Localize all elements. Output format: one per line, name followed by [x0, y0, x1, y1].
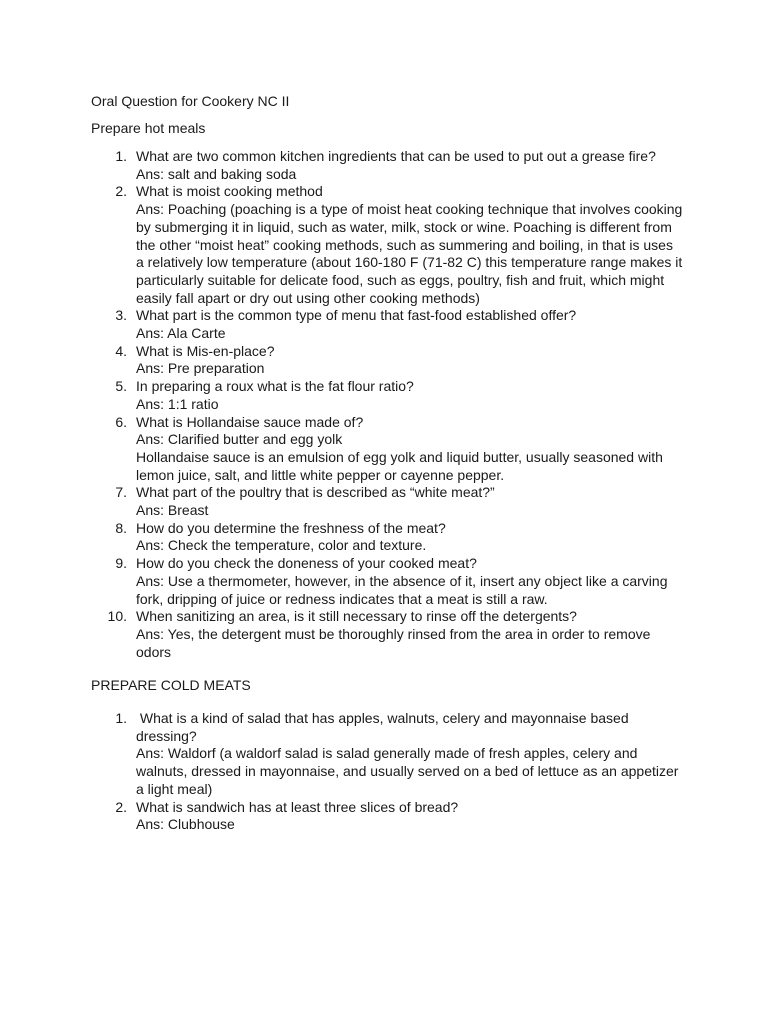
- question-item: [0, 555, 682, 608]
- question-item: [0, 799, 682, 834]
- question-number: 2.: [115, 798, 127, 815]
- question-item: [0, 343, 682, 378]
- question-text: What is Mis-en-place?: [136, 342, 275, 359]
- question-item: [0, 710, 682, 799]
- answer-text-line: Ans: Poaching (poaching is a type of moist heat cooking technique that involves cooking: [136, 201, 683, 218]
- document-title: Oral Question for Cookery NC II: [91, 93, 290, 109]
- question-item: [0, 520, 682, 555]
- question-text: What is sandwich has at least three slices of bread?: [136, 798, 459, 815]
- section-heading-cold-meats: PREPARE COLD MEATS: [91, 677, 251, 693]
- answer-text-line: odors: [136, 643, 172, 660]
- answer-text-line: Ans: Yes, the detergent must be thoroughly rinsed from the area in order to remove: [136, 625, 651, 642]
- question-item: [0, 608, 682, 661]
- answer-text-line: dressing?: [136, 727, 197, 744]
- question-text: What part is the common type of menu that fast-food established offer?: [136, 307, 577, 324]
- cold-meats-question-list: [0, 710, 682, 834]
- answer-text-line: Ans: Breast: [136, 502, 209, 519]
- question-text: What is moist cooking method: [136, 183, 323, 200]
- answer-text-line: Hollandaise sauce is an emulsion of egg yolk and liquid butter, usually seasoned with: [136, 448, 663, 465]
- question-item: [0, 414, 682, 485]
- question-item: [0, 378, 682, 413]
- answer-text-line: Ans: Use a thermometer, however, in the absence of it, insert any object like a carving: [136, 572, 668, 589]
- hot-meals-question-list: [0, 148, 682, 661]
- answer-text-line: Ans: salt and baking soda: [136, 165, 297, 182]
- question-text: What is a kind of salad that has apples, walnuts, celery and mayonnaise based: [136, 710, 629, 726]
- answer-text-line: Ans: Clubhouse: [136, 816, 235, 833]
- question-item: [0, 148, 682, 183]
- answer-text-line: fork, dripping of juice or redness indicates that a meat is still a raw.: [136, 590, 548, 607]
- question-text: How do you determine the freshness of the meat?: [136, 519, 446, 536]
- question-item: [0, 484, 682, 519]
- answer-text-line: Ans: Clarified butter and egg yolk: [136, 431, 343, 448]
- answer-text-line: easily fall apart or dry out using other cooking methods): [136, 289, 480, 306]
- section-heading-hot-meals: Prepare hot meals: [91, 120, 206, 136]
- question-number: 8.: [115, 519, 127, 536]
- question-number: 5.: [115, 378, 127, 395]
- question-text: What is Hollandaise sauce made of?: [136, 413, 364, 430]
- question-number: 6.: [115, 413, 127, 430]
- question-text: What are two common kitchen ingredients that can be used to put out a grease fire?: [136, 148, 656, 164]
- answer-text-line: Ans: Pre preparation: [136, 360, 265, 377]
- question-number: 4.: [115, 342, 127, 359]
- question-number: 7.: [115, 484, 127, 501]
- answer-text-line: a relatively low temperature (about 160-180 F (71-82 C) this temperature range makes it: [136, 254, 683, 271]
- answer-text-line: by submerging it in liquid, such as water, milk, stock or wine. Poaching is different from: [136, 218, 672, 235]
- answer-text-line: Ans: Waldorf (a waldorf salad is salad generally made of fresh apples, celery and: [136, 745, 638, 762]
- question-number: 10.: [107, 608, 127, 625]
- question-text: What part of the poultry that is described as “white meat?”: [136, 484, 495, 501]
- question-text: How do you check the doneness of your cooked meat?: [136, 555, 477, 572]
- question-number: 2.: [115, 183, 127, 200]
- question-number: 3.: [115, 307, 127, 324]
- question-item: [0, 307, 682, 342]
- question-number: 9.: [115, 555, 127, 572]
- question-number: 1.: [115, 148, 127, 164]
- answer-text-line: particularly suitable for delicate food, such as eggs, poultry, fish and fruit, which might: [136, 271, 665, 288]
- question-item: [0, 183, 682, 307]
- answer-text-line: a light meal): [136, 780, 213, 797]
- answer-text-line: lemon juice, salt, and little white pepper or cayenne pepper.: [136, 466, 505, 483]
- question-number: 1.: [115, 710, 127, 726]
- answer-text-line: the other “moist heat” cooking methods, such as summering and boiling, in that is uses: [136, 236, 673, 253]
- question-text: When sanitizing an area, is it still necessary to rinse off the detergents?: [136, 608, 577, 625]
- question-text: In preparing a roux what is the fat flour ratio?: [136, 378, 414, 395]
- answer-text-line: Ans: 1:1 ratio: [136, 395, 219, 412]
- answer-text-line: Ans: Check the temperature, color and texture.: [136, 537, 427, 554]
- answer-text-line: walnuts, dressed in mayonnaise, and usually served on a bed of lettuce as an appetizer: [136, 763, 679, 780]
- answer-text-line: Ans: Ala Carte: [136, 325, 226, 342]
